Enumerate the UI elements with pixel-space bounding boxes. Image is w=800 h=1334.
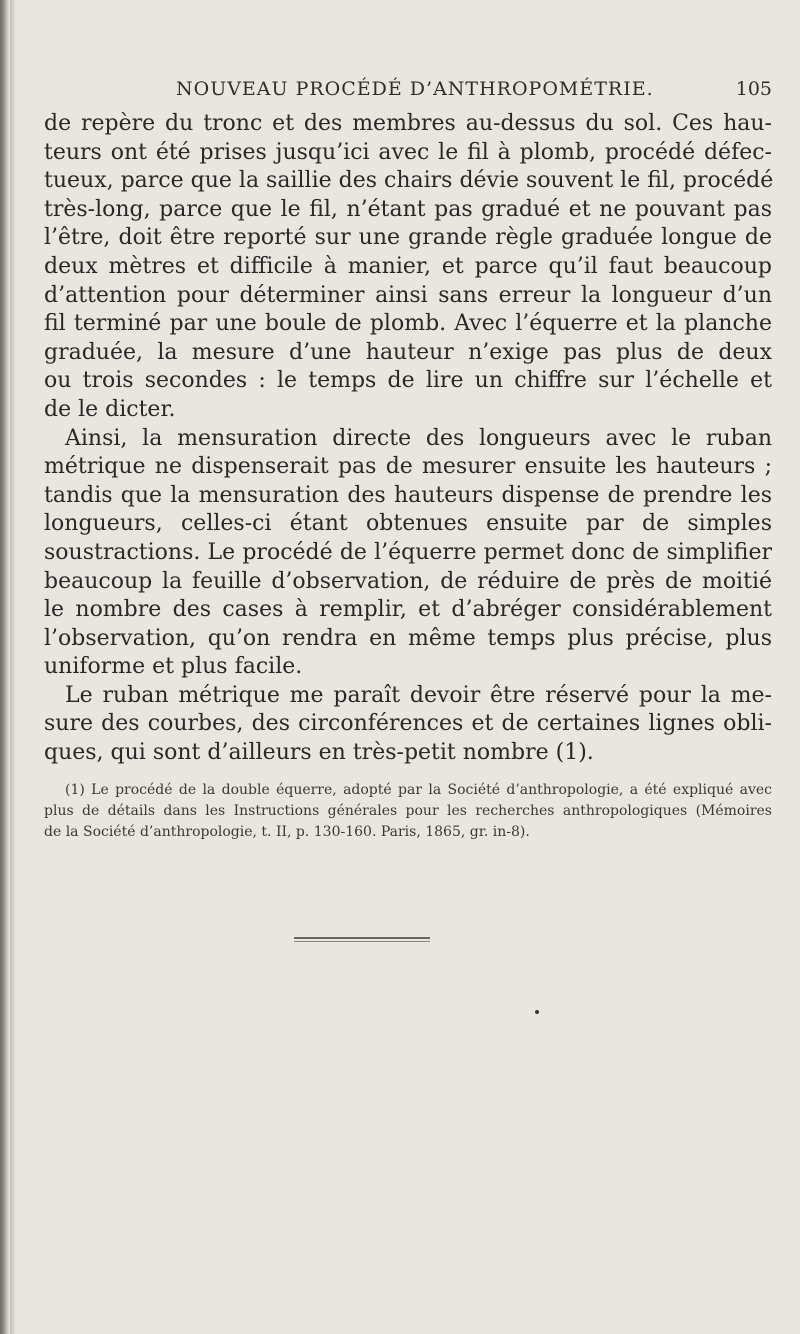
paragraph-3 bbox=[44, 682, 772, 768]
book-page bbox=[44, 76, 772, 843]
text-line: tandis que la mensuration des hauteurs dispense de prendre les bbox=[44, 482, 772, 508]
paragraph-1 bbox=[44, 110, 772, 425]
footnote bbox=[44, 780, 772, 843]
gutter-shadow bbox=[10, 0, 16, 1334]
text-line: le nombre des cases à remplir, et d’abréger considérablement bbox=[44, 597, 772, 623]
text-line: graduée, la mesure d’une hauteur n’exige pas plus de deux bbox=[44, 339, 772, 365]
text-line: l’observation, qu’on rendra en même temps plus précise, plus bbox=[44, 625, 772, 651]
text-line: sure des courbes, des circonférences et de certaines lignes obli- bbox=[44, 711, 772, 737]
page-number: 105 bbox=[735, 78, 772, 100]
footnote-line: plus de détails dans les Instructions générales pour les recherches anthropologiques (Mémoires bbox=[44, 802, 772, 819]
text-line: très-long, parce que le fil, n’étant pas gradué et ne pouvant pas bbox=[44, 196, 772, 222]
text-line: Le ruban métrique me paraît devoir être réservé pour la me- bbox=[65, 682, 772, 708]
text-line: d’attention pour déterminer ainsi sans erreur la longueur d’un bbox=[44, 282, 772, 308]
text-line: ou trois secondes : le temps de lire un chiffre sur l’échelle et bbox=[44, 368, 772, 394]
ink-speck bbox=[535, 1010, 539, 1014]
running-head bbox=[44, 76, 772, 106]
paragraph-2 bbox=[44, 425, 772, 682]
text-line: de repère du tronc et des membres au-dessus du sol. Ces hau- bbox=[44, 111, 772, 136]
text-line: uniforme et plus facile. bbox=[44, 654, 303, 680]
separator-rule-thin bbox=[294, 941, 430, 942]
running-title: NOUVEAU PROCÉDÉ D’ANTHROPOMÉTRIE. bbox=[176, 78, 654, 100]
text-line: tueux, parce que la saillie des chairs dévie souvent le fil, procédé bbox=[44, 168, 774, 194]
text-line: soustractions. Le procédé de l’équerre permet donc de simplifier bbox=[44, 539, 772, 565]
text-line: deux mètres et difficile à manier, et parce qu’il faut beaucoup bbox=[44, 253, 772, 279]
text-line: métrique ne dispenserait pas de mesurer ensuite les hauteurs ; bbox=[44, 454, 772, 480]
text-line: de le dicter. bbox=[44, 396, 176, 422]
text-line: teurs ont été prises jusqu’ici avec le fil à plomb, procédé défec- bbox=[44, 139, 772, 165]
text-line: longueurs, celles-ci étant obtenues ensuite par de simples bbox=[44, 511, 772, 537]
footnote-line: de la Société d’anthropologie, t. II, p. 130-160. Paris, 1865, gr. in-8). bbox=[44, 823, 530, 840]
text-line: l’être, doit être reporté sur une grande règle graduée longue de bbox=[44, 225, 772, 251]
text-line: fil terminé par une boule de plomb. Avec l’équerre et la planche bbox=[44, 311, 772, 337]
text-line: ques, qui sont d’ailleurs en très-petit nombre (1). bbox=[44, 740, 594, 766]
text-line: Ainsi, la mensuration directe des longueurs avec le ruban bbox=[65, 425, 772, 451]
book-spine-shadow bbox=[0, 0, 10, 1334]
footnote-line: (1) Le procédé de la double équerre, adopté par la Société d’anthropologie, a été expliqué avec bbox=[65, 781, 772, 798]
text-line: beaucoup la feuille d’observation, de réduire de près de moitié bbox=[44, 568, 772, 594]
separator-rule bbox=[294, 937, 430, 939]
